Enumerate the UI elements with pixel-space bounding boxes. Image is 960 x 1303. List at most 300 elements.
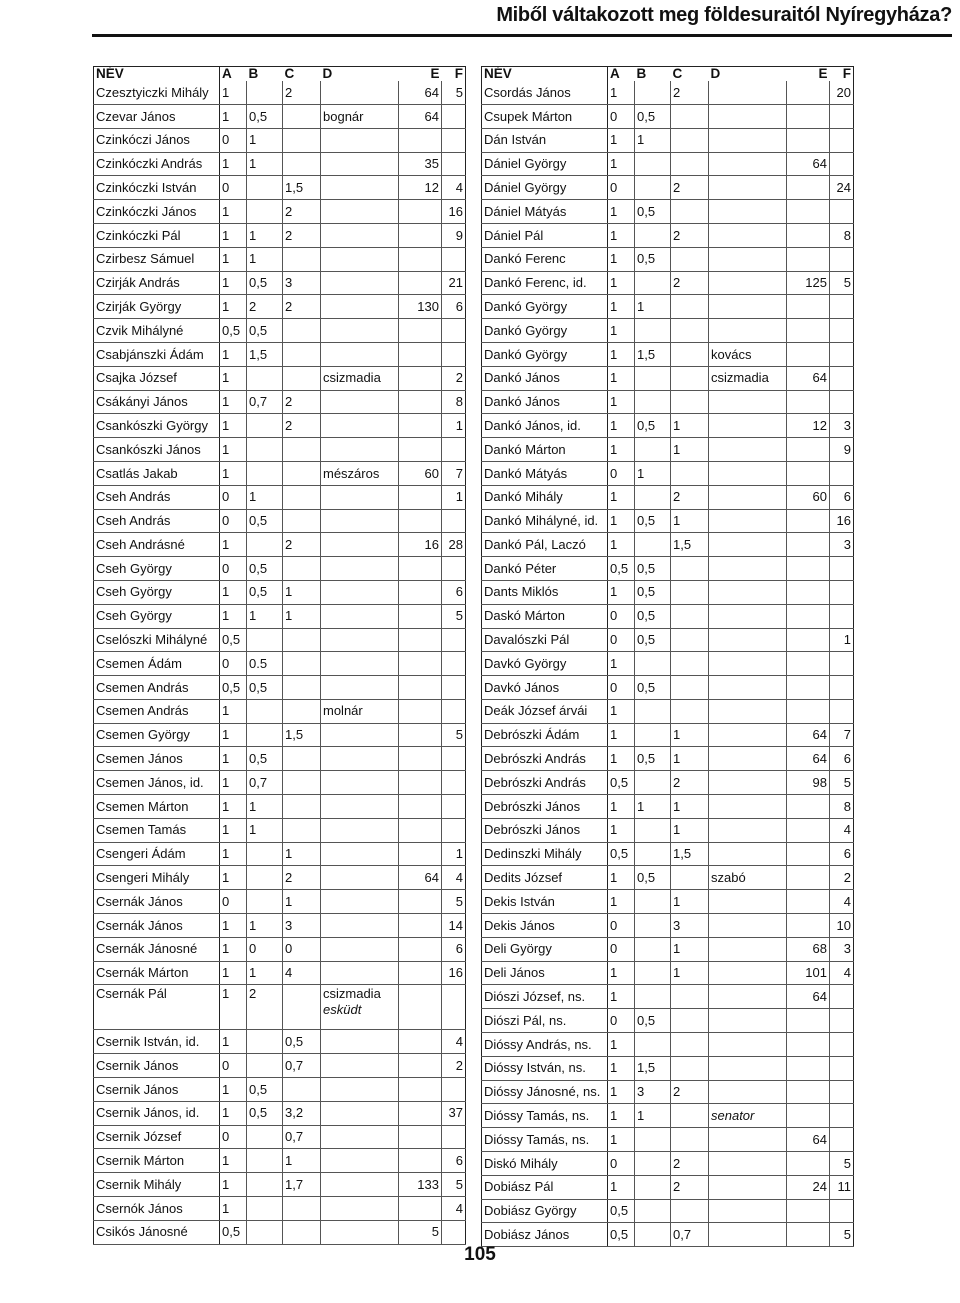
- value-cell-a: 1: [220, 414, 247, 438]
- value-cell-f: [442, 342, 466, 366]
- value-cell-d: [321, 319, 399, 343]
- person-name-cell: Csikós Jánosné: [94, 1220, 220, 1244]
- table-row: [94, 723, 466, 747]
- value-cell-e: [787, 533, 830, 557]
- value-cell-f: [830, 1128, 854, 1152]
- value-cell-d: [709, 319, 787, 343]
- value-cell-e: [787, 342, 830, 366]
- value-cell-a: 1: [220, 200, 247, 224]
- person-name-cell: Czvik Mihályné: [94, 319, 220, 343]
- value-cell-d: [321, 723, 399, 747]
- value-cell-a: 0: [608, 676, 635, 700]
- value-cell-a: 1: [220, 342, 247, 366]
- value-cell-b: [247, 628, 283, 652]
- value-cell-e: 130: [399, 295, 442, 319]
- value-cell-c: [283, 319, 321, 343]
- value-cell-f: [830, 580, 854, 604]
- table-row: [94, 1054, 466, 1078]
- value-cell-b: [635, 81, 671, 104]
- value-cell-a: 0: [608, 914, 635, 938]
- value-cell-e: [399, 914, 442, 938]
- person-name-cell: Davkó György: [482, 652, 608, 676]
- table-row: [94, 414, 466, 438]
- value-cell-b: 0,5: [635, 676, 671, 700]
- value-cell-b: [247, 1149, 283, 1173]
- value-cell-f: 1: [442, 414, 466, 438]
- value-cell-d: [709, 985, 787, 1009]
- value-cell-f: 2: [830, 866, 854, 890]
- value-cell-e: [399, 961, 442, 985]
- value-cell-a: 1: [608, 271, 635, 295]
- value-cell-b: [635, 223, 671, 247]
- person-name-cell: Dankó Pál, Laczó: [482, 533, 608, 557]
- value-cell-b: [635, 438, 671, 462]
- value-cell-e: 64: [787, 1128, 830, 1152]
- right-col-header-e: E: [818, 66, 828, 81]
- value-cell-d: [709, 723, 787, 747]
- table-row: [482, 795, 854, 819]
- value-cell-e: 12: [399, 176, 442, 200]
- value-cell-d: [321, 81, 399, 104]
- value-cell-f: [442, 128, 466, 152]
- table-row: [482, 223, 854, 247]
- person-name-cell: Deli György: [482, 937, 608, 961]
- value-cell-d: [321, 985, 399, 1030]
- value-cell-b: 1,5: [247, 342, 283, 366]
- value-cell-f: 5: [442, 604, 466, 628]
- value-cell-f: [442, 557, 466, 581]
- value-cell-b: [635, 842, 671, 866]
- value-cell-c: 2: [283, 414, 321, 438]
- value-cell-b: 0: [247, 937, 283, 961]
- value-cell-e: [399, 985, 442, 1030]
- value-cell-a: 0,5: [608, 557, 635, 581]
- value-cell-c: [283, 699, 321, 723]
- person-name-cell: Dániel Mátyás: [482, 200, 608, 224]
- value-cell-a: 1: [220, 366, 247, 390]
- value-cell-c: 1: [283, 1149, 321, 1173]
- value-cell-f: [442, 676, 466, 700]
- value-cell-b: [635, 1033, 671, 1057]
- value-cell-c: 1: [671, 723, 709, 747]
- value-cell-b: 2: [247, 295, 283, 319]
- value-cell-b: [247, 1054, 283, 1078]
- value-cell-d: [321, 604, 399, 628]
- value-cell-c: 2: [283, 223, 321, 247]
- value-cell-c: [283, 771, 321, 795]
- value-cell-c: [671, 628, 709, 652]
- value-cell-f: 6: [442, 295, 466, 319]
- person-name-cell: Csákányi János: [94, 390, 220, 414]
- table-row: [482, 366, 854, 390]
- value-cell-d: [321, 914, 399, 938]
- value-cell-d: [709, 1080, 787, 1104]
- value-cell-d: [709, 747, 787, 771]
- value-cell-d: csizmadia: [709, 366, 787, 390]
- value-cell-a: 1: [220, 985, 247, 1030]
- value-cell-b: 1: [635, 128, 671, 152]
- value-cell-a: 1: [608, 1104, 635, 1128]
- value-cell-c: 0,7: [283, 1125, 321, 1149]
- value-cell-f: 4: [830, 961, 854, 985]
- value-cell-f: 3: [830, 533, 854, 557]
- value-cell-a: 1: [608, 533, 635, 557]
- value-cell-f: 1: [830, 628, 854, 652]
- value-cell-b: 3: [635, 1080, 671, 1104]
- value-cell-d: [709, 652, 787, 676]
- table-row: [482, 438, 854, 462]
- value-cell-b: [247, 1125, 283, 1149]
- value-cell-a: 1: [220, 842, 247, 866]
- value-cell-b: [247, 438, 283, 462]
- person-name-cell: Csemen Márton: [94, 795, 220, 819]
- value-cell-e: 5: [399, 1220, 442, 1244]
- value-cell-d: [321, 223, 399, 247]
- value-cell-a: 1: [220, 1197, 247, 1221]
- value-cell-d: [321, 628, 399, 652]
- table-row: [94, 699, 466, 723]
- value-cell-c: [671, 676, 709, 700]
- value-cell-b: 0,5: [635, 509, 671, 533]
- value-cell-f: [830, 1080, 854, 1104]
- value-cell-d: [709, 200, 787, 224]
- value-cell-e: [399, 771, 442, 795]
- value-cell-d: [321, 580, 399, 604]
- table-row: [94, 842, 466, 866]
- value-cell-d: [709, 890, 787, 914]
- value-cell-a: 1: [608, 723, 635, 747]
- value-cell-d: [321, 676, 399, 700]
- value-cell-a: 1: [220, 81, 247, 104]
- value-cell-c: [283, 152, 321, 176]
- value-cell-f: [442, 747, 466, 771]
- value-cell-e: [787, 557, 830, 581]
- person-name-cell: Dankó János: [482, 390, 608, 414]
- value-cell-d: szabó: [709, 866, 787, 890]
- person-name-cell: Csengeri Mihály: [94, 866, 220, 890]
- value-cell-c: 1: [283, 604, 321, 628]
- value-cell-a: 0: [220, 1054, 247, 1078]
- value-cell-e: [399, 438, 442, 462]
- value-cell-c: [671, 152, 709, 176]
- value-cell-e: 60: [787, 485, 830, 509]
- person-name-cell: Czinkóczki András: [94, 152, 220, 176]
- value-cell-c: 1: [671, 795, 709, 819]
- value-cell-f: 6: [830, 842, 854, 866]
- value-cell-b: 1: [247, 818, 283, 842]
- table-row: [94, 866, 466, 890]
- value-cell-d: [321, 390, 399, 414]
- table-row: [94, 271, 466, 295]
- value-cell-b: 1: [247, 485, 283, 509]
- value-cell-a: 1: [608, 866, 635, 890]
- value-cell-c: [671, 104, 709, 128]
- value-cell-a: 1: [608, 580, 635, 604]
- value-cell-d: [321, 652, 399, 676]
- value-cell-f: 9: [830, 438, 854, 462]
- value-cell-a: 1: [608, 961, 635, 985]
- value-cell-c: 2: [283, 81, 321, 104]
- value-cell-e: [399, 509, 442, 533]
- value-cell-d: [709, 414, 787, 438]
- value-cell-e: [399, 1101, 442, 1125]
- value-cell-b: [635, 771, 671, 795]
- table-row: [482, 842, 854, 866]
- value-cell-f: 11: [830, 1175, 854, 1199]
- value-cell-b: 1: [247, 152, 283, 176]
- value-cell-e: [787, 1056, 830, 1080]
- value-cell-f: 14: [442, 914, 466, 938]
- value-cell-d: molnár: [321, 699, 399, 723]
- value-cell-b: 0,5: [635, 414, 671, 438]
- value-cell-f: [442, 818, 466, 842]
- person-name-cell: Dióssy András, ns.: [482, 1033, 608, 1057]
- value-cell-b: 0,5: [247, 676, 283, 700]
- value-cell-f: [830, 1104, 854, 1128]
- value-cell-f: [442, 699, 466, 723]
- person-name-cell: Czevar János: [94, 104, 220, 128]
- person-name-cell: Deli János: [482, 961, 608, 985]
- value-cell-e: [787, 104, 830, 128]
- value-cell-f: 5: [442, 723, 466, 747]
- value-cell-f: 4: [442, 176, 466, 200]
- value-cell-c: [283, 985, 321, 1030]
- value-cell-a: 1: [608, 1175, 635, 1199]
- value-cell-d: [709, 271, 787, 295]
- table-row: [94, 1030, 466, 1054]
- value-cell-d: [321, 247, 399, 271]
- value-cell-f: [830, 247, 854, 271]
- value-cell-e: [399, 342, 442, 366]
- person-name-cell: Daskó Márton: [482, 604, 608, 628]
- value-cell-d: [709, 604, 787, 628]
- person-name-cell: Czesztyiczki Mihály: [94, 81, 220, 104]
- value-cell-e: [399, 1149, 442, 1173]
- value-cell-c: [671, 652, 709, 676]
- value-cell-c: 0,5: [283, 1030, 321, 1054]
- value-cell-e: [787, 818, 830, 842]
- value-cell-f: [830, 699, 854, 723]
- value-cell-c: 3: [283, 271, 321, 295]
- value-cell-e: [787, 842, 830, 866]
- header-rule: [92, 34, 952, 37]
- person-name-cell: Csernik József: [94, 1125, 220, 1149]
- value-cell-b: [635, 1199, 671, 1223]
- value-cell-b: [247, 842, 283, 866]
- value-cell-d: [709, 128, 787, 152]
- value-cell-c: 1,5: [671, 842, 709, 866]
- value-cell-f: [830, 461, 854, 485]
- value-cell-a: 0,5: [220, 319, 247, 343]
- value-cell-f: 5: [830, 1152, 854, 1176]
- value-cell-c: [283, 509, 321, 533]
- person-name-cell: Cseh György: [94, 580, 220, 604]
- value-cell-a: 1: [220, 914, 247, 938]
- value-cell-a: 1: [220, 580, 247, 604]
- value-cell-a: 1: [220, 771, 247, 795]
- value-cell-c: [671, 1033, 709, 1057]
- value-cell-b: [247, 533, 283, 557]
- value-cell-a: 1: [608, 1128, 635, 1152]
- value-cell-a: 1: [220, 866, 247, 890]
- value-cell-c: 2: [671, 1152, 709, 1176]
- value-cell-a: 1: [608, 795, 635, 819]
- table-row: [94, 604, 466, 628]
- person-name-cell: Dankó János: [482, 366, 608, 390]
- table-row: [482, 747, 854, 771]
- value-cell-f: [830, 676, 854, 700]
- value-cell-e: [399, 390, 442, 414]
- value-cell-b: 0,5: [635, 747, 671, 771]
- value-cell-e: [399, 1030, 442, 1054]
- value-cell-a: 0: [220, 509, 247, 533]
- value-cell-a: 1: [220, 390, 247, 414]
- person-name-cell: Csernák János: [94, 890, 220, 914]
- table-row: [94, 747, 466, 771]
- value-cell-d: [321, 295, 399, 319]
- table-row: [482, 937, 854, 961]
- table-row: [94, 676, 466, 700]
- value-cell-b: 1: [247, 914, 283, 938]
- person-name-cell: Dekis János: [482, 914, 608, 938]
- value-cell-a: 0: [608, 937, 635, 961]
- value-cell-f: 8: [830, 223, 854, 247]
- table-row: [94, 366, 466, 390]
- value-cell-e: 64: [399, 104, 442, 128]
- table-row: [94, 461, 466, 485]
- person-name-cell: Debrószki András: [482, 771, 608, 795]
- person-name-cell: Davalószki Pál: [482, 628, 608, 652]
- person-name-cell: Dankó Mátyás: [482, 461, 608, 485]
- table-row: [482, 319, 854, 343]
- value-cell-e: [399, 676, 442, 700]
- value-cell-a: 0: [608, 1152, 635, 1176]
- value-cell-d: [709, 1128, 787, 1152]
- table-row: [94, 295, 466, 319]
- page-number: 105: [464, 1244, 496, 1265]
- value-cell-b: 0,5: [247, 271, 283, 295]
- person-name-cell: Czirják András: [94, 271, 220, 295]
- value-cell-c: 2: [671, 271, 709, 295]
- value-cell-f: 20: [830, 81, 854, 104]
- person-name-cell: Csemen János: [94, 747, 220, 771]
- value-cell-f: 3: [830, 414, 854, 438]
- value-cell-c: [283, 818, 321, 842]
- value-cell-d: [709, 461, 787, 485]
- value-cell-c: 2: [283, 200, 321, 224]
- value-cell-c: 1,5: [283, 176, 321, 200]
- value-cell-b: [635, 152, 671, 176]
- value-cell-a: 1: [608, 1033, 635, 1057]
- value-cell-b: [247, 890, 283, 914]
- value-cell-a: 1: [608, 818, 635, 842]
- value-cell-b: [635, 533, 671, 557]
- left-col-header-d: D: [322, 66, 333, 81]
- value-cell-c: [671, 342, 709, 366]
- person-name-cell: Cseh András: [94, 509, 220, 533]
- value-cell-a: 0: [608, 604, 635, 628]
- value-cell-a: 1: [608, 985, 635, 1009]
- value-cell-b: 0,5: [635, 557, 671, 581]
- value-cell-a: 1: [220, 1101, 247, 1125]
- table-row: [94, 176, 466, 200]
- table-row: [94, 223, 466, 247]
- value-cell-d: [321, 937, 399, 961]
- value-cell-e: 64: [787, 152, 830, 176]
- value-cell-d: [709, 152, 787, 176]
- person-name-cell: Cseh Andrásné: [94, 533, 220, 557]
- value-cell-e: [399, 271, 442, 295]
- value-cell-f: [442, 652, 466, 676]
- person-name-cell: Cselószki Mihályné: [94, 628, 220, 652]
- value-cell-f: 6: [442, 1149, 466, 1173]
- value-cell-f: [830, 1009, 854, 1033]
- value-cell-f: [442, 771, 466, 795]
- person-name-cell: Dants Miklós: [482, 580, 608, 604]
- table-row: [482, 295, 854, 319]
- value-cell-f: 16: [442, 961, 466, 985]
- value-cell-e: [787, 1080, 830, 1104]
- table-row: [94, 319, 466, 343]
- value-cell-e: [787, 604, 830, 628]
- occupation-value: csizmadia: [323, 986, 381, 1002]
- value-cell-f: 21: [442, 271, 466, 295]
- table-row: [94, 390, 466, 414]
- value-cell-d: [709, 1033, 787, 1057]
- value-cell-f: [442, 628, 466, 652]
- value-cell-e: [787, 81, 830, 104]
- value-cell-d: bognár: [321, 104, 399, 128]
- table-row: [94, 771, 466, 795]
- person-name-cell: Csemen András: [94, 699, 220, 723]
- value-cell-e: [399, 652, 442, 676]
- value-cell-d: [709, 818, 787, 842]
- value-cell-e: [787, 1033, 830, 1057]
- value-cell-c: [283, 485, 321, 509]
- value-cell-d: [321, 1101, 399, 1125]
- person-name-cell: Cseh György: [94, 604, 220, 628]
- person-name-cell: Csabjánszki Ádám: [94, 342, 220, 366]
- value-cell-b: 0.5: [247, 652, 283, 676]
- value-cell-c: 1,5: [671, 533, 709, 557]
- person-name-cell: Dobiász Pál: [482, 1175, 608, 1199]
- value-cell-c: 1,5: [283, 723, 321, 747]
- value-cell-a: 1: [220, 295, 247, 319]
- value-cell-f: 24: [830, 176, 854, 200]
- value-cell-f: 8: [830, 795, 854, 819]
- value-cell-a: 0,5: [608, 1223, 635, 1247]
- value-cell-a: 1: [608, 200, 635, 224]
- value-cell-c: 3: [671, 914, 709, 938]
- value-cell-e: [787, 319, 830, 343]
- table-row: [94, 1149, 466, 1173]
- table-row: [482, 247, 854, 271]
- value-cell-a: 1: [220, 1173, 247, 1197]
- table-row: [482, 81, 854, 104]
- person-name-cell: Csemen András: [94, 676, 220, 700]
- value-cell-a: 1: [220, 223, 247, 247]
- value-cell-f: [442, 795, 466, 819]
- value-cell-e: 60: [399, 461, 442, 485]
- person-name-cell: Csernik Márton: [94, 1149, 220, 1173]
- value-cell-b: 0,5: [247, 1101, 283, 1125]
- value-cell-d: [321, 1173, 399, 1197]
- table-row: [94, 128, 466, 152]
- value-cell-e: [399, 1197, 442, 1221]
- value-cell-f: [442, 1220, 466, 1244]
- person-name-cell: Csernák Márton: [94, 961, 220, 985]
- value-cell-f: [830, 295, 854, 319]
